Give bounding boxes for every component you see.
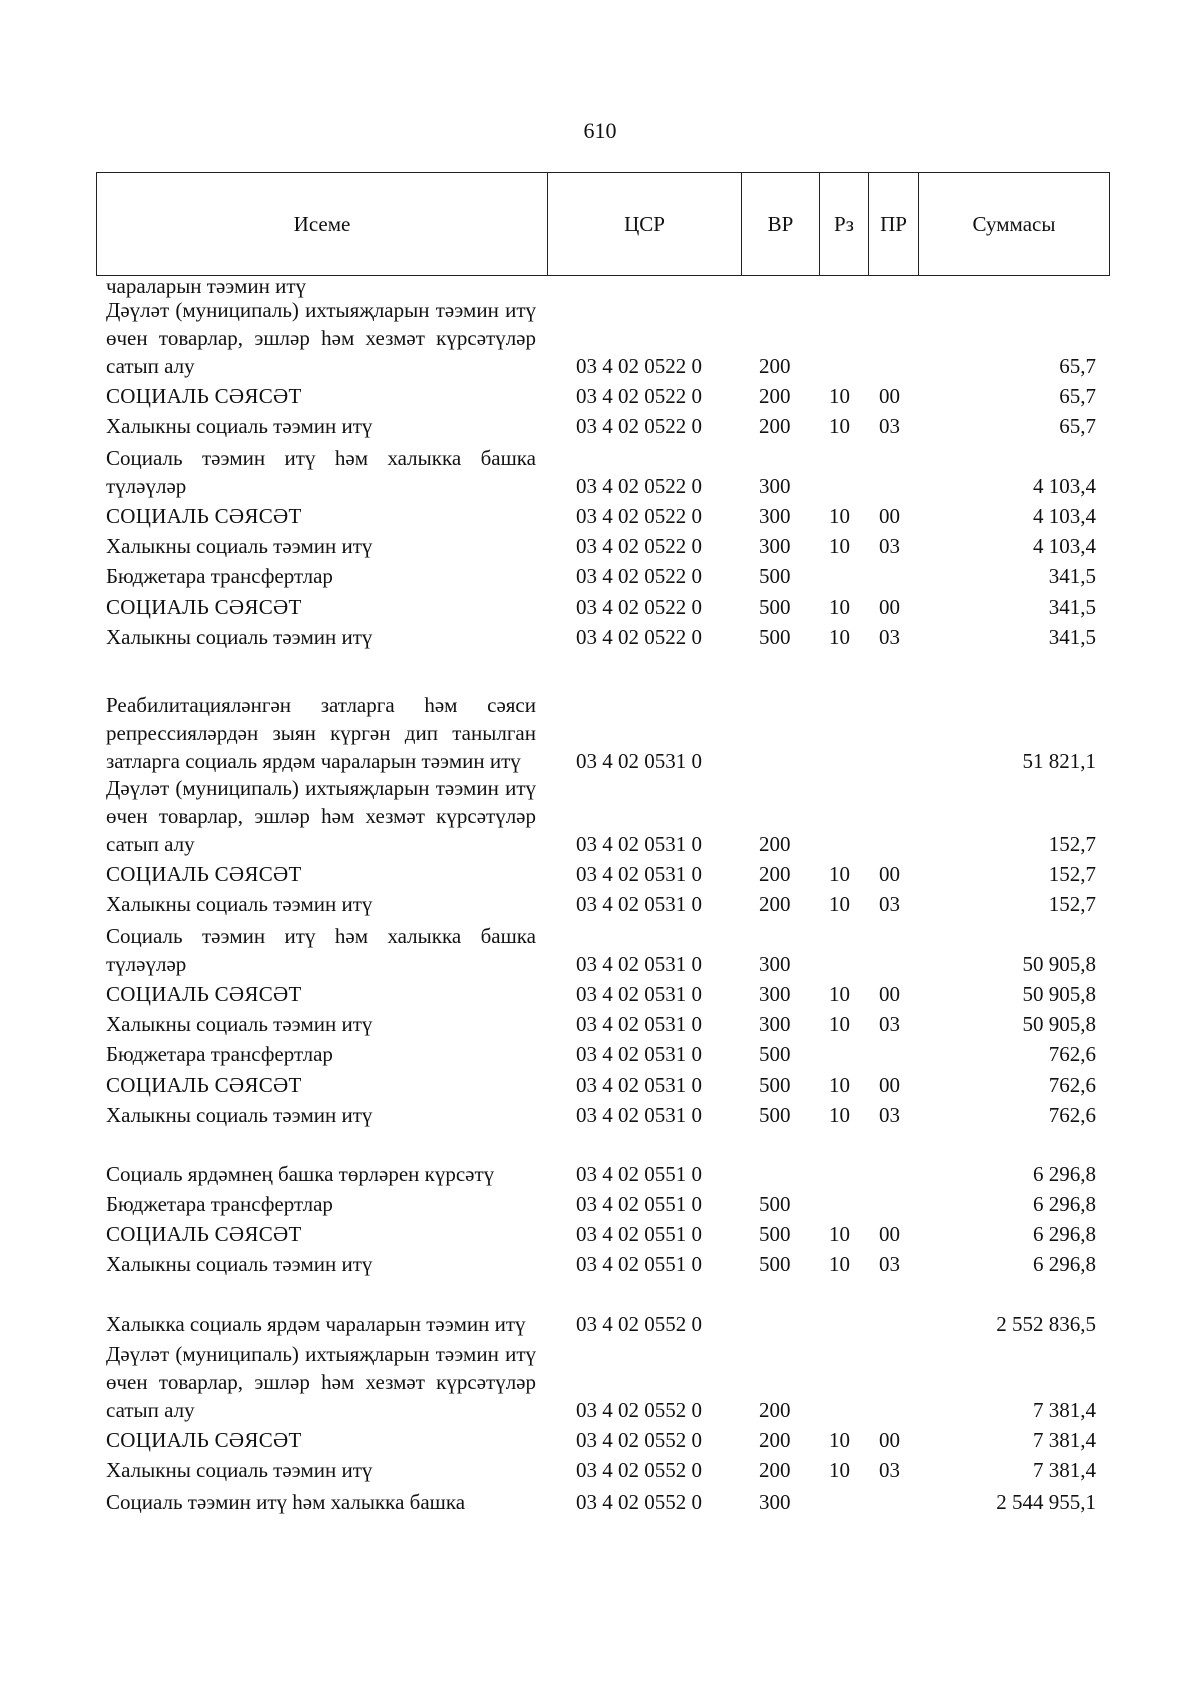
row-name: Халыкны социаль тәэмин итү bbox=[106, 1458, 373, 1482]
row-pr: 03 bbox=[879, 414, 900, 438]
table-row bbox=[0, 412, 1200, 440]
row-sum: 2 552 836,5 bbox=[996, 1312, 1096, 1336]
row-vr: 300 bbox=[759, 952, 791, 976]
row-name: Социаль тәэмин итү һәм халыкка башка bbox=[106, 1490, 466, 1514]
row-sum: 4 103,4 bbox=[1033, 474, 1096, 498]
row-pr: 00 bbox=[879, 504, 900, 528]
table-row bbox=[0, 774, 1200, 858]
row-csr: 03 4 02 0531 0 bbox=[576, 749, 702, 773]
row-vr: 300 bbox=[759, 1490, 791, 1514]
row-vr: 200 bbox=[759, 354, 791, 378]
row-vr: 200 bbox=[759, 1428, 791, 1452]
row-rz: 10 bbox=[829, 1428, 850, 1452]
table-row bbox=[0, 1190, 1200, 1218]
row-csr: 03 4 02 0522 0 bbox=[576, 625, 702, 649]
table-row bbox=[0, 1250, 1200, 1278]
page-number: 610 bbox=[583, 118, 617, 143]
table-row bbox=[0, 1132, 1200, 1188]
row-csr: 03 4 02 0531 0 bbox=[576, 1012, 702, 1036]
table-row bbox=[0, 382, 1200, 410]
row-name: Халыкны социаль тәэмин итү bbox=[106, 1103, 373, 1127]
row-pr: 00 bbox=[879, 595, 900, 619]
row-csr: 03 4 02 0531 0 bbox=[576, 1103, 702, 1127]
row-rz: 10 bbox=[829, 534, 850, 558]
row-name: Социаль тәэмин итү һәм халыкка башка түләүләр bbox=[106, 924, 536, 976]
row-sum: 7 381,4 bbox=[1033, 1458, 1096, 1482]
row-csr: 03 4 02 0522 0 bbox=[576, 504, 702, 528]
row-vr: 300 bbox=[759, 504, 791, 528]
row-vr: 500 bbox=[759, 1252, 791, 1276]
row-csr: 03 4 02 0522 0 bbox=[576, 474, 702, 498]
table-row bbox=[0, 860, 1200, 888]
row-sum: 4 103,4 bbox=[1033, 534, 1096, 558]
row-name: Социаль тәэмин итү һәм халыкка башка түләүләр bbox=[106, 446, 536, 498]
row-name: Бюджетара трансфертлар bbox=[106, 564, 333, 588]
row-rz: 10 bbox=[829, 892, 850, 916]
row-rz: 10 bbox=[829, 1458, 850, 1482]
row-vr: 300 bbox=[759, 982, 791, 1006]
row-csr: 03 4 02 0531 0 bbox=[576, 832, 702, 856]
row-csr: 03 4 02 0522 0 bbox=[576, 595, 702, 619]
row-rz: 10 bbox=[829, 1252, 850, 1276]
row-name: Халыкны социаль тәэмин итү bbox=[106, 534, 373, 558]
row-rz: 10 bbox=[829, 1103, 850, 1127]
header-sum: Суммасы bbox=[972, 211, 1056, 236]
row-sum: 65,7 bbox=[1059, 384, 1096, 408]
row-name: Халыкны социаль тәэмин итү bbox=[106, 414, 373, 438]
row-sum: 7 381,4 bbox=[1033, 1428, 1096, 1452]
row-vr: 300 bbox=[759, 534, 791, 558]
header-name: Исеме bbox=[97, 173, 548, 275]
header-csr: ЦСР bbox=[548, 173, 742, 275]
table-row bbox=[0, 502, 1200, 530]
row-sum: 762,6 bbox=[1048, 1042, 1096, 1066]
row-sum: 152,7 bbox=[1048, 892, 1096, 916]
row-rz: 10 bbox=[829, 982, 850, 1006]
row-pr: 03 bbox=[879, 625, 900, 649]
row-vr: 500 bbox=[759, 1192, 791, 1216]
table-row bbox=[0, 1040, 1200, 1068]
row-pr: 03 bbox=[879, 534, 900, 558]
table-row bbox=[0, 1101, 1200, 1129]
row-sum: 762,6 bbox=[1048, 1103, 1096, 1127]
table-row bbox=[0, 1071, 1200, 1099]
row-name: Дәүләт (муниципаль) ихтыяҗларын тәэмин итү өчен товарлар, эшләр һәм хезмәт күрсәтүләр сатып алу bbox=[106, 298, 536, 378]
row-sum: 6 296,8 bbox=[1033, 1162, 1096, 1186]
row-vr: 200 bbox=[759, 832, 791, 856]
row-vr: 200 bbox=[759, 1458, 791, 1482]
row-vr: 500 bbox=[759, 595, 791, 619]
row-sum: 4 103,4 bbox=[1033, 504, 1096, 528]
row-pr: 00 bbox=[879, 1222, 900, 1246]
row-sum: 50 905,8 bbox=[1022, 952, 1096, 976]
row-sum: 6 296,8 bbox=[1033, 1192, 1096, 1216]
row-name: Халыкка социаль ярдәм чараларын тәэмин итү bbox=[106, 1312, 526, 1336]
header-pr: ПР bbox=[869, 173, 919, 275]
row-csr: 03 4 02 0522 0 bbox=[576, 384, 702, 408]
row-csr: 03 4 02 0531 0 bbox=[576, 892, 702, 916]
row-name: Реабилитацияләнгән затларга һәм сәяси репрессияләрдән зыян күргән дип танылган затларга социаль ярдәм чараларын тәэмин итү bbox=[106, 693, 536, 773]
row-rz: 10 bbox=[829, 1073, 850, 1097]
row-sum: 341,5 bbox=[1048, 564, 1096, 588]
row-csr: 03 4 02 0531 0 bbox=[576, 1042, 702, 1066]
row-pr: 03 bbox=[879, 1012, 900, 1036]
row-name: Халыкны социаль тәэмин итү bbox=[106, 625, 373, 649]
row-name: СОЦИАЛЬ СӘЯСӘТ bbox=[106, 595, 302, 619]
row-rz: 10 bbox=[829, 1222, 850, 1246]
row-vr: 500 bbox=[759, 1042, 791, 1066]
table-row bbox=[0, 562, 1200, 590]
row-sum: 341,5 bbox=[1048, 595, 1096, 619]
row-pr: 00 bbox=[879, 1428, 900, 1452]
table-row bbox=[0, 1282, 1200, 1338]
row-rz: 10 bbox=[829, 625, 850, 649]
row-sum: 152,7 bbox=[1048, 832, 1096, 856]
table-row bbox=[0, 1010, 1200, 1038]
table-row bbox=[0, 922, 1200, 978]
row-name: СОЦИАЛЬ СӘЯСӘТ bbox=[106, 504, 302, 528]
row-sum: 7 381,4 bbox=[1033, 1398, 1096, 1422]
row-rz: 10 bbox=[829, 414, 850, 438]
row-name: Халыкны социаль тәэмин итү bbox=[106, 1012, 373, 1036]
row-pr: 00 bbox=[879, 1073, 900, 1097]
row-csr: 03 4 02 0552 0 bbox=[576, 1428, 702, 1452]
row-vr: 300 bbox=[759, 1012, 791, 1036]
row-sum: 6 296,8 bbox=[1033, 1222, 1096, 1246]
table-row bbox=[0, 1220, 1200, 1248]
table-row bbox=[0, 663, 1200, 775]
row-rz: 10 bbox=[829, 504, 850, 528]
row-csr: 03 4 02 0522 0 bbox=[576, 564, 702, 588]
row-name: Бюджетара трансфертлар bbox=[106, 1192, 333, 1216]
row-sum: 341,5 bbox=[1048, 625, 1096, 649]
row-csr: 03 4 02 0552 0 bbox=[576, 1490, 702, 1514]
row-csr: 03 4 02 0551 0 bbox=[576, 1162, 702, 1186]
row-csr: 03 4 02 0522 0 bbox=[576, 354, 702, 378]
row-name: Социаль ярдәмнең башка төрләрен күрсәтү bbox=[106, 1162, 495, 1186]
row-csr: 03 4 02 0531 0 bbox=[576, 982, 702, 1006]
row-vr: 200 bbox=[759, 892, 791, 916]
row-csr: 03 4 02 0522 0 bbox=[576, 414, 702, 438]
row-vr: 500 bbox=[759, 1103, 791, 1127]
row-csr: 03 4 02 0522 0 bbox=[576, 534, 702, 558]
table-row bbox=[0, 890, 1200, 918]
row-pr: 03 bbox=[879, 1252, 900, 1276]
row-name: Дәүләт (муниципаль) ихтыяҗларын тәэмин итү өчен товарлар, эшләр һәм хезмәт күрсәтүләр сатып алу bbox=[106, 1342, 536, 1422]
table-row bbox=[0, 1488, 1200, 1516]
table-row bbox=[0, 532, 1200, 560]
row-name: СОЦИАЛЬ СӘЯСӘТ bbox=[106, 384, 302, 408]
row-name: СОЦИАЛЬ СӘЯСӘТ bbox=[106, 1428, 302, 1452]
row-pr: 00 bbox=[879, 982, 900, 1006]
row-name: СОЦИАЛЬ СӘЯСӘТ bbox=[106, 1222, 302, 1246]
table-row bbox=[0, 1426, 1200, 1454]
row-name: СОЦИАЛЬ СӘЯСӘТ bbox=[106, 862, 302, 886]
row-name: СОЦИАЛЬ СӘЯСӘТ bbox=[106, 982, 302, 1006]
row-sum: 2 544 955,1 bbox=[996, 1490, 1096, 1514]
row-pr: 00 bbox=[879, 862, 900, 886]
row-rz: 10 bbox=[829, 1012, 850, 1036]
row-csr: 03 4 02 0552 0 bbox=[576, 1398, 702, 1422]
row-sum: 50 905,8 bbox=[1022, 1012, 1096, 1036]
header-rz: Рз bbox=[820, 173, 869, 275]
row-vr: 300 bbox=[759, 474, 791, 498]
row-csr: 03 4 02 0531 0 bbox=[576, 1073, 702, 1097]
row-csr: 03 4 02 0551 0 bbox=[576, 1192, 702, 1216]
row-sum: 65,7 bbox=[1059, 354, 1096, 378]
row-csr: 03 4 02 0551 0 bbox=[576, 1252, 702, 1276]
row-name: чараларын тәэмин итү bbox=[106, 274, 307, 298]
row-pr: 00 bbox=[879, 384, 900, 408]
row-vr: 500 bbox=[759, 625, 791, 649]
row-pr: 03 bbox=[879, 892, 900, 916]
row-csr: 03 4 02 0531 0 bbox=[576, 952, 702, 976]
table-row bbox=[0, 1340, 1200, 1424]
row-name: Бюджетара трансфертлар bbox=[106, 1042, 333, 1066]
row-pr: 03 bbox=[879, 1103, 900, 1127]
row-name: Халыкны социаль тәэмин итү bbox=[106, 1252, 373, 1276]
row-name: СОЦИАЛЬ СӘЯСӘТ bbox=[106, 1073, 302, 1097]
row-sum: 6 296,8 bbox=[1033, 1252, 1096, 1276]
header-vr: ВР bbox=[742, 173, 820, 275]
row-sum: 762,6 bbox=[1048, 1073, 1096, 1097]
row-name: Дәүләт (муниципаль) ихтыяҗларын тәэмин итү өчен товарлар, эшләр һәм хезмәт күрсәтүләр сатып алу bbox=[106, 776, 536, 856]
row-csr: 03 4 02 0552 0 bbox=[576, 1312, 702, 1336]
row-rz: 10 bbox=[829, 862, 850, 886]
row-vr: 200 bbox=[759, 862, 791, 886]
table-row bbox=[0, 623, 1200, 651]
row-csr: 03 4 02 0531 0 bbox=[576, 862, 702, 886]
table-row bbox=[0, 593, 1200, 621]
row-pr: 03 bbox=[879, 1458, 900, 1482]
row-sum: 65,7 bbox=[1059, 414, 1096, 438]
table-row bbox=[0, 444, 1200, 500]
row-sum: 50 905,8 bbox=[1022, 982, 1096, 1006]
row-vr: 200 bbox=[759, 384, 791, 408]
table-row bbox=[0, 980, 1200, 1008]
row-rz: 10 bbox=[829, 384, 850, 408]
row-name: Халыкны социаль тәэмин итү bbox=[106, 892, 373, 916]
row-vr: 500 bbox=[759, 1222, 791, 1246]
table-row bbox=[0, 296, 1200, 380]
row-vr: 500 bbox=[759, 564, 791, 588]
row-rz: 10 bbox=[829, 595, 850, 619]
row-csr: 03 4 02 0552 0 bbox=[576, 1458, 702, 1482]
row-vr: 500 bbox=[759, 1073, 791, 1097]
table-row bbox=[0, 1456, 1200, 1484]
row-sum: 152,7 bbox=[1048, 862, 1096, 886]
row-vr: 200 bbox=[759, 414, 791, 438]
row-csr: 03 4 02 0551 0 bbox=[576, 1222, 702, 1246]
row-sum: 51 821,1 bbox=[1022, 749, 1096, 773]
row-vr: 200 bbox=[759, 1398, 791, 1422]
